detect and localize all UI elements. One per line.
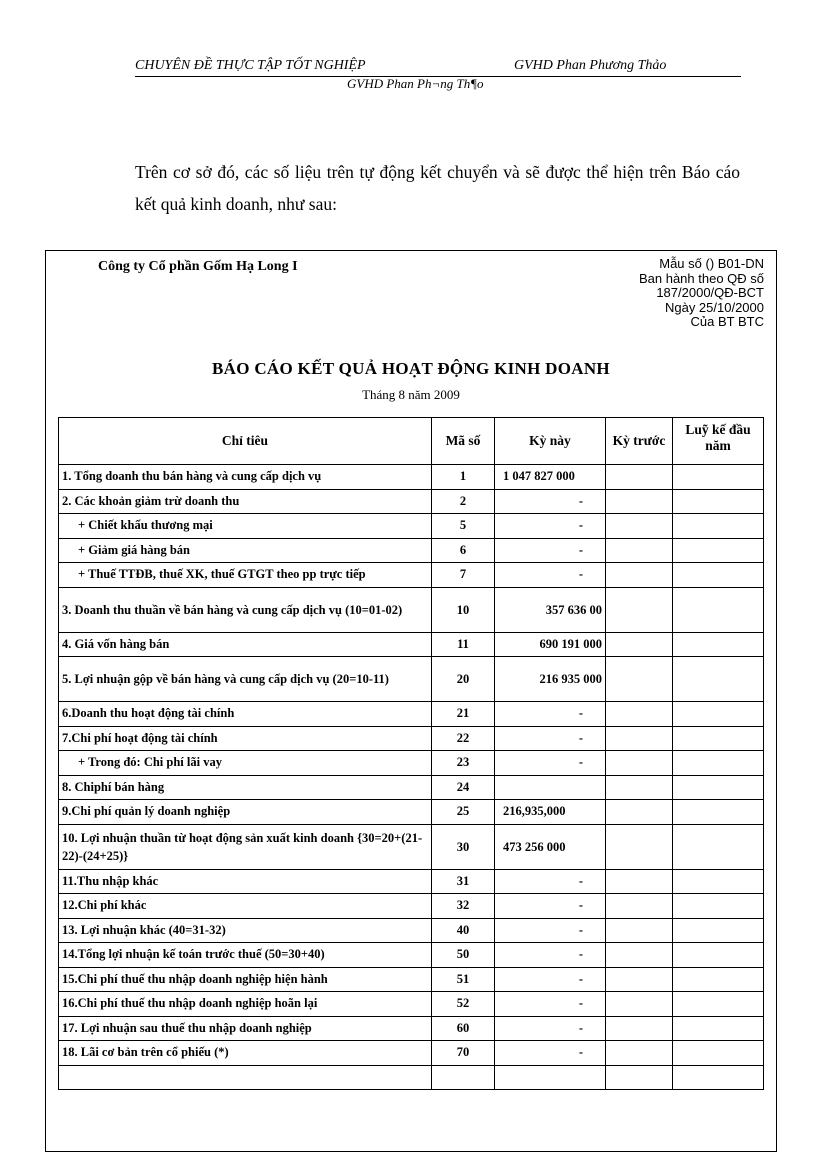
table-row: [59, 657, 764, 702]
row-current-value: -: [495, 702, 606, 727]
report-period: Tháng 8 năm 2009: [362, 387, 460, 402]
form-info-line: Ngày 25/10/2000: [664, 299, 764, 315]
form-info-line: 187/2000/QĐ-BCT: [656, 285, 764, 300]
row-code: 23: [432, 751, 495, 776]
row-previous-value: [606, 465, 673, 490]
row-current-value: -: [495, 869, 606, 894]
row-item-name: 9.Chi phí quản lý doanh nghiệp: [59, 800, 432, 825]
row-code: 51: [432, 967, 495, 992]
table-row: [59, 967, 764, 992]
table-body: [59, 465, 764, 1090]
row-ytd-value: [673, 563, 764, 588]
row-item-name: + Thuế TTĐB, thuế XK, thuế GTGT theo pp trực tiếp: [59, 563, 432, 588]
company-name: Công ty Cổ phần Gốm Hạ Long I: [98, 259, 298, 274]
row-previous-value: [606, 894, 673, 919]
row-current-value: 216,935,000: [495, 800, 606, 825]
row-ytd-value: [673, 657, 764, 702]
report-frame: [45, 250, 777, 1152]
row-current-value: -: [495, 514, 606, 539]
row-current-value: -: [495, 894, 606, 919]
row-previous-value: [606, 869, 673, 894]
table-row: [59, 726, 764, 751]
row-ytd-value: [673, 702, 764, 727]
row-code: 1: [432, 465, 495, 490]
row-current-value: -: [495, 563, 606, 588]
row-ytd-value: [673, 1016, 764, 1041]
row-code: 40: [432, 918, 495, 943]
row-current-value: 1 047 827 000: [495, 465, 606, 490]
row-item-name: 2. Các khoản giảm trừ doanh thu: [59, 489, 432, 514]
row-item-name: 14.Tổng lợi nhuận kế toán trước thuế (50=30+40): [59, 943, 432, 968]
row-ytd-value: [673, 751, 764, 776]
row-code: 31: [432, 869, 495, 894]
row-ytd-value: [673, 726, 764, 751]
row-ytd-value: [673, 894, 764, 919]
row-previous-value: [606, 632, 673, 657]
row-previous-value: [606, 943, 673, 968]
header-supervisor: GVHD Phan Phương Thảo: [514, 58, 667, 73]
form-info-line: Ban hành theo QĐ số: [638, 270, 764, 286]
table-row: [59, 702, 764, 727]
row-ytd-value: [673, 918, 764, 943]
header-document-title: CHUYÊN ĐỀ THỰC TẬP TỐT NGHIỆP: [135, 58, 366, 73]
form-info-line: Mẫu số () B01-DN: [659, 256, 764, 271]
row-previous-value: [606, 489, 673, 514]
row-previous-value: [606, 775, 673, 800]
row-ytd-value: [673, 587, 764, 632]
row-code: 11: [432, 632, 495, 657]
row-previous-value: [606, 751, 673, 776]
col-header-item: Chỉ tiêu: [59, 418, 432, 465]
row-code: 5: [432, 514, 495, 539]
income-statement-table: [58, 417, 764, 1090]
row-item-name: 18. Lãi cơ bản trên cổ phiếu (*): [59, 1041, 432, 1066]
row-ytd-value: [673, 632, 764, 657]
table-row: [59, 632, 764, 657]
row-ytd-value: [673, 775, 764, 800]
col-header-current: Kỳ này: [495, 418, 606, 465]
header-garbled-supervisor: GVHD Phan Ph¬ng Th¶o: [347, 76, 484, 91]
table-row: [59, 465, 764, 490]
row-item-name: + Giảm giá hàng bán: [59, 538, 432, 563]
report-title: BÁO CÁO KẾT QUẢ HOẠT ĐỘNG KINH DOANH: [212, 359, 610, 378]
row-ytd-value: [673, 465, 764, 490]
table-row: [59, 563, 764, 588]
row-ytd-value: [673, 824, 764, 869]
row-previous-value: [606, 657, 673, 702]
row-ytd-value: [673, 869, 764, 894]
row-previous-value: [606, 587, 673, 632]
table-row: [59, 1041, 764, 1066]
row-code: 30: [432, 824, 495, 869]
table-row: [59, 918, 764, 943]
row-ytd-value: [673, 538, 764, 563]
col-header-previous: Kỳ trước: [606, 418, 673, 465]
row-item-name: + Chiết khấu thương mại: [59, 514, 432, 539]
row-code: 32: [432, 894, 495, 919]
row-item-name: 3. Doanh thu thuần về bán hàng và cung cấp dịch vụ (10=01-02): [59, 587, 432, 632]
col-header-code: Mã số: [432, 418, 495, 465]
row-current-value: -: [495, 992, 606, 1017]
row-current-value: 473 256 000: [495, 824, 606, 869]
table-row: [59, 775, 764, 800]
intro-paragraph: Trên cơ sở đó, các số liệu trên tự động kết chuyển và sẽ được thể hiện trên Báo cáo kết quả kinh doanh, như sau:: [135, 162, 740, 214]
table-row: [59, 869, 764, 894]
row-code: 60: [432, 1016, 495, 1041]
table-row: [59, 894, 764, 919]
table-row: [59, 992, 764, 1017]
table-row: [59, 824, 764, 869]
row-code: 10: [432, 587, 495, 632]
row-previous-value: [606, 967, 673, 992]
row-item-name: 12.Chi phí khác: [59, 894, 432, 919]
row-current-value: 216 935 000: [495, 657, 606, 702]
row-item-name: 5. Lợi nhuận gộp về bán hàng và cung cấp dịch vụ (20=10-11): [59, 657, 432, 702]
row-ytd-value: [673, 489, 764, 514]
row-previous-value: [606, 918, 673, 943]
row-code: 2: [432, 489, 495, 514]
row-previous-value: [606, 800, 673, 825]
row-code: 25: [432, 800, 495, 825]
row-code: 50: [432, 943, 495, 968]
row-ytd-value: [673, 514, 764, 539]
row-item-name: 11.Thu nhập khác: [59, 869, 432, 894]
col-header-ytd: Luỹ kế đầu năm: [673, 418, 764, 465]
row-previous-value: [606, 514, 673, 539]
row-code: 52: [432, 992, 495, 1017]
page-header: [135, 58, 741, 91]
row-code: [432, 1065, 495, 1090]
row-previous-value: [606, 1065, 673, 1090]
row-previous-value: [606, 563, 673, 588]
row-previous-value: [606, 992, 673, 1017]
row-item-name: 17. Lợi nhuận sau thuế thu nhập doanh nghiệp: [59, 1016, 432, 1041]
row-ytd-value: [673, 1065, 764, 1090]
row-previous-value: [606, 1041, 673, 1066]
row-code: 7: [432, 563, 495, 588]
row-current-value: -: [495, 538, 606, 563]
table-row: [59, 800, 764, 825]
row-code: 20: [432, 657, 495, 702]
row-item-name: [59, 1065, 432, 1090]
row-current-value: [495, 775, 606, 800]
table-row: [59, 1016, 764, 1041]
row-code: 70: [432, 1041, 495, 1066]
row-code: 21: [432, 702, 495, 727]
row-current-value: -: [495, 943, 606, 968]
row-previous-value: [606, 726, 673, 751]
row-code: 24: [432, 775, 495, 800]
row-previous-value: [606, 702, 673, 727]
row-current-value: -: [495, 1016, 606, 1041]
row-current-value: -: [495, 918, 606, 943]
row-previous-value: [606, 824, 673, 869]
row-current-value: -: [495, 726, 606, 751]
form-info-line: Của BT BTC: [690, 314, 764, 329]
row-item-name: 4. Giá vốn hàng bán: [59, 632, 432, 657]
row-current-value: -: [495, 1041, 606, 1066]
row-item-name: + Trong đó: Chi phí lãi vay: [59, 751, 432, 776]
table-row: [59, 489, 764, 514]
row-current-value: [495, 1065, 606, 1090]
row-item-name: 7.Chi phí hoạt động tài chính: [59, 726, 432, 751]
row-item-name: 1. Tổng doanh thu bán hàng và cung cấp dịch vụ: [59, 465, 432, 490]
table-row: [59, 514, 764, 539]
table-row: [59, 751, 764, 776]
table-header-row: [59, 418, 764, 465]
row-ytd-value: [673, 992, 764, 1017]
row-previous-value: [606, 538, 673, 563]
header-line: [135, 58, 741, 77]
row-ytd-value: [673, 967, 764, 992]
row-ytd-value: [673, 1041, 764, 1066]
table-row: [59, 587, 764, 632]
row-item-name: 13. Lợi nhuận khác (40=31-32): [59, 918, 432, 943]
row-code: 6: [432, 538, 495, 563]
table-row: [59, 538, 764, 563]
row-current-value: -: [495, 751, 606, 776]
row-code: 22: [432, 726, 495, 751]
form-info-block: [639, 257, 764, 330]
row-ytd-value: [673, 800, 764, 825]
row-current-value: 357 636 00: [495, 587, 606, 632]
table-row: [59, 1065, 764, 1090]
row-item-name: 16.Chi phí thuế thu nhập doanh nghiệp hoãn lại: [59, 992, 432, 1017]
table-row: [59, 943, 764, 968]
row-item-name: 10. Lợi nhuận thuần từ hoạt động sản xuất kinh doanh {30=20+(21-22)-(24+25)}: [59, 824, 432, 869]
row-item-name: 6.Doanh thu hoạt động tài chính: [59, 702, 432, 727]
row-ytd-value: [673, 943, 764, 968]
row-current-value: -: [495, 489, 606, 514]
row-current-value: -: [495, 967, 606, 992]
row-item-name: 8. Chiphí bán hàng: [59, 775, 432, 800]
row-previous-value: [606, 1016, 673, 1041]
row-item-name: 15.Chi phí thuế thu nhập doanh nghiệp hiện hành: [59, 967, 432, 992]
row-current-value: 690 191 000: [495, 632, 606, 657]
